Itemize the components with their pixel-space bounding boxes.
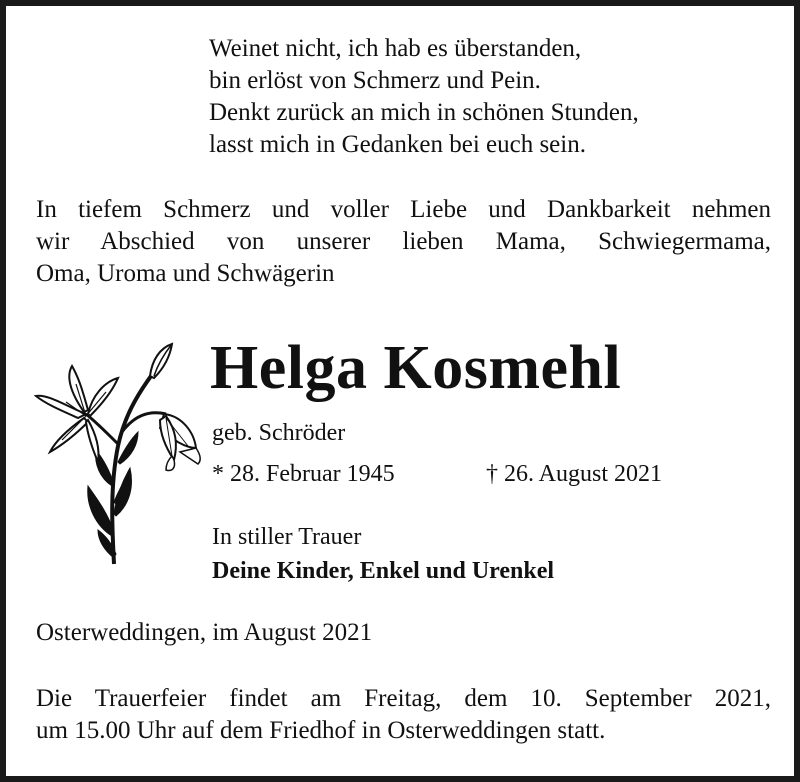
farewell-line: wir Abschied von unserer lieben Mama, Schwiegermama, bbox=[36, 228, 771, 255]
farewell-line: In tiefem Schmerz und voller Liebe und Dankbarkeit nehmen bbox=[36, 196, 771, 223]
poem-line: bin erlöst von Schmerz und Pein. bbox=[209, 67, 541, 94]
poem-line: lasst mich in Gedanken bei euch sein. bbox=[209, 131, 586, 158]
service-line: um 15.00 Uhr auf dem Friedhof in Osterweddingen statt. bbox=[36, 717, 606, 744]
lily-icon bbox=[26, 336, 206, 566]
deceased-name: Helga Kosmehl bbox=[210, 334, 622, 402]
place-date: Osterweddingen, im August 2021 bbox=[36, 619, 373, 646]
poem-line: Denkt zurück an mich in schönen Stunden, bbox=[209, 99, 639, 126]
memorial-poem bbox=[209, 33, 639, 161]
funeral-service-info bbox=[36, 683, 771, 747]
death-date: † 26. August 2021 bbox=[486, 461, 663, 487]
farewell-line: Oma, Uroma und Schwägerin bbox=[36, 260, 335, 287]
mourning-heading: In stiller Trauer bbox=[212, 524, 362, 550]
family-signature: Deine Kinder, Enkel und Urenkel bbox=[212, 558, 555, 584]
birth-date: * 28. Februar 1945 bbox=[212, 461, 395, 487]
service-line: Die Trauerfeier findet am Freitag, dem 10. September 2021, bbox=[36, 685, 771, 712]
maiden-name: geb. Schröder bbox=[212, 420, 346, 446]
poem-line: Weinet nicht, ich hab es überstanden, bbox=[209, 35, 582, 62]
farewell-text bbox=[36, 194, 771, 290]
